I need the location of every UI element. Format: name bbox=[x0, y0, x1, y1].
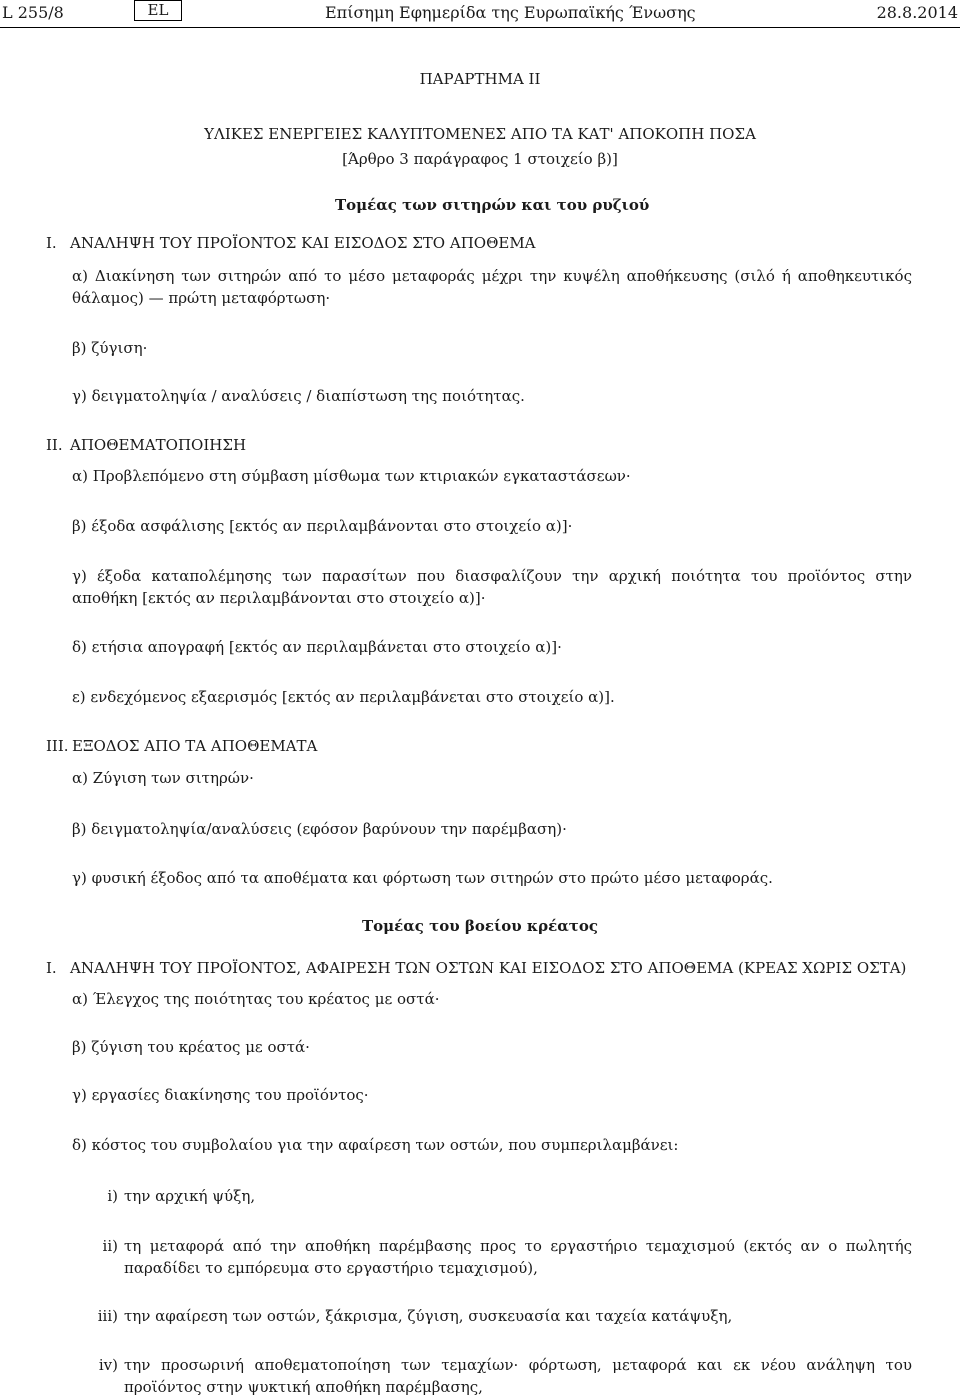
sub-item-text: την αφαίρεση των οστών, ξάκρισμα, ζύγιση, συσκευασία και ταχεία κατάψυξη, bbox=[124, 1307, 733, 1325]
list-item: α) Ζύγιση των σιτηρών· bbox=[72, 769, 254, 787]
sub-item-number: iv) bbox=[98, 1356, 118, 1374]
publication-date: 28.8.2014 bbox=[876, 3, 958, 22]
journal-reference: L 255/8 bbox=[2, 3, 64, 22]
sector-title-beef: Τομέας του βοείου κρέατος bbox=[362, 917, 598, 935]
section-title: ΕΞΟΔΟΣ ΑΠΟ ΤΑ ΑΠΟΘΕΜΑΤΑ bbox=[72, 737, 318, 755]
list-item: γ) φυσική έξοδος από τα αποθέματα και φόρτωση των σιτηρών στο πρώτο μέσο μεταφοράς. bbox=[72, 869, 773, 887]
list-item: δ) κόστος του συμβολαίου για την αφαίρεση των οστών, που συμπεριλαμβάνει: bbox=[72, 1136, 679, 1154]
section-heading bbox=[46, 232, 536, 254]
sub-item-text: την προσωρινή αποθεματοποίηση των τεμαχίων· φόρτωση, μεταφορά και εκ νέου ανάληψη του προϊόντος στην ψυκτική αποθήκη παρέμβασης, bbox=[124, 1356, 912, 1396]
section-number: I. bbox=[46, 234, 57, 252]
language-box: EL bbox=[134, 0, 182, 21]
sub-item-number: ii) bbox=[102, 1237, 118, 1255]
list-item: β) ζύγιση του κρέατος με οστά· bbox=[72, 1038, 310, 1056]
sub-item-number: i) bbox=[107, 1187, 118, 1205]
section-title: ΑΝΑΛΗΨΗ ΤΟΥ ΠΡΟΪΟΝΤΟΣ, ΑΦΑΙΡΕΣΗ ΤΩΝ ΟΣΤΩΝ ΚΑΙ ΕΙΣΟΔΟΣ ΣΤΟ ΑΠΟΘΕΜΑ (ΚΡΕΑΣ ΧΩΡΙΣ ΟΣΤΑ) bbox=[70, 959, 907, 977]
list-item: α) Έλεγχος της ποιότητας του κρέατος με οστά· bbox=[72, 990, 440, 1008]
sub-item-text: την αρχική ψύξη, bbox=[124, 1187, 256, 1205]
journal-title: Επίσημη Εφημερίδα της Ευρωπαϊκής Ένωσης bbox=[325, 3, 696, 22]
list-item: α) Διακίνηση των σιτηρών από το μέσο μεταφοράς μέχρι την κυψέλη αποθήκευσης (σιλό ή αποθηκευτικός θάλαμος) — πρώτη μεταφόρτωση· bbox=[72, 267, 912, 307]
sub-item-number: iii) bbox=[97, 1307, 118, 1325]
sub-item-text: τη μεταφορά από την αποθήκη παρέμβασης προς το εργαστήριο τεμαχισμού (εκτός αν ο πωλητής παραδίδει το εμπόρευμα στο εργαστήριο τεμαχισμού), bbox=[124, 1237, 912, 1277]
list-item: γ) δειγματοληψία / αναλύσεις / διαπίστωση της ποιότητας. bbox=[72, 387, 525, 405]
section-heading bbox=[46, 957, 906, 979]
annex-subtitle: ΥΛΙΚΕΣ ΕΝΕΡΓΕΙΕΣ ΚΑΛΥΠΤΟΜΕΝΕΣ ΑΠΟ ΤΑ ΚΑΤ' ΑΠΟΚΟΠΗ ΠΟΣΑ bbox=[204, 125, 756, 143]
section-heading bbox=[46, 434, 246, 456]
sector-title-cereals: Τομέας των σιτηρών και του ρυζιού bbox=[335, 196, 650, 214]
section-heading bbox=[46, 735, 317, 757]
sub-item bbox=[96, 1354, 912, 1398]
list-item: γ) έξοδα καταπολέμησης των παρασίτων που διασφαλίζουν την αρχική ποιότητα του προϊόντος στην αποθήκη [εκτός αν περιλαμβάνονται στο στοιχείο α)]· bbox=[72, 567, 912, 607]
annex-title: ΠΑΡΑΡΤΗΜΑ II bbox=[419, 70, 541, 88]
list-item: α) Προβλεπόμενο στη σύμβαση μίσθωμα των κτιριακών εγκαταστάσεων· bbox=[72, 467, 631, 485]
sub-item bbox=[96, 1185, 912, 1207]
list-item: β) ζύγιση· bbox=[72, 339, 148, 357]
section-number: II. bbox=[46, 436, 63, 454]
list-item: γ) εργασίες διακίνησης του προϊόντος· bbox=[72, 1086, 369, 1104]
sub-item bbox=[96, 1305, 912, 1327]
section-title: ΑΠΟΘΕΜΑΤΟΠΟΙΗΣΗ bbox=[70, 436, 247, 454]
sub-item bbox=[96, 1235, 912, 1279]
list-item: ε) ενδεχόμενος εξαερισμός [εκτός αν περιλαμβάνεται στο στοιχείο α)]. bbox=[72, 688, 615, 706]
section-title: ΑΝΑΛΗΨΗ ΤΟΥ ΠΡΟΪΟΝΤΟΣ ΚΑΙ ΕΙΣΟΔΟΣ ΣΤΟ ΑΠΟΘΕΜΑ bbox=[70, 234, 536, 252]
list-item: δ) ετήσια απογραφή [εκτός αν περιλαμβάνεται στο στοιχείο α)]· bbox=[72, 638, 562, 656]
annex-reference: [Άρθρο 3 παράγραφος 1 στοιχείο β)] bbox=[342, 150, 618, 168]
section-number: I. bbox=[46, 959, 57, 977]
list-item: β) δειγματοληψία/αναλύσεις (εφόσον βαρύνουν την παρέμβαση)· bbox=[72, 820, 567, 838]
list-item: β) έξοδα ασφάλισης [εκτός αν περιλαμβάνονται στο στοιχείο α)]· bbox=[72, 517, 573, 535]
header-rule bbox=[0, 27, 960, 28]
section-number: III. bbox=[46, 737, 69, 755]
